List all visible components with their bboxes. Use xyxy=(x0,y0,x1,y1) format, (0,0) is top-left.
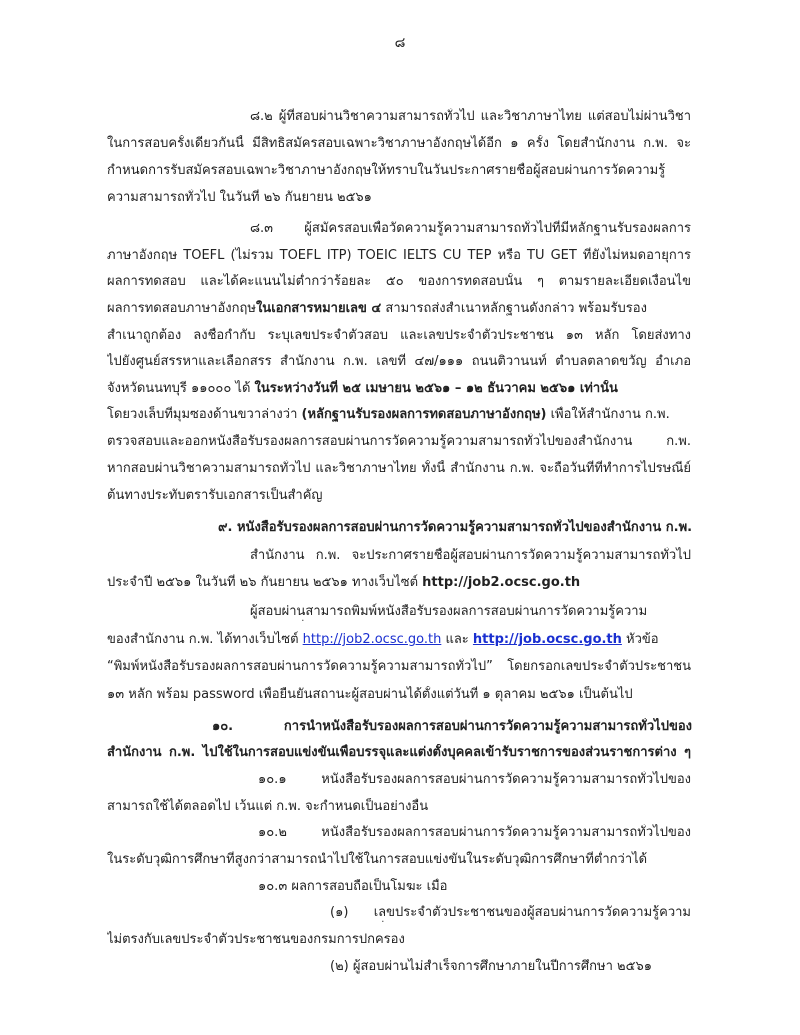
text: เพื่อให้สำนักงาน ก.พ. xyxy=(546,407,670,422)
paragraph-line: ๘.๒ ผู้ที่สอบผ่านวิชาความสามารถทั่วไป และวิชาภาษาไทย แต่สอบไม่ผ่านวิชา xyxy=(250,109,691,124)
paragraph-line: ๑๐.๑ หนังสือรับรองผลการสอบผ่านการวัดความรู้ความสามารถทั่วไปของ xyxy=(258,772,691,787)
paragraph-line: (๑) เลขประจำตัวประชาชนของผู้สอบผ่านการวัดความรู้ความ xyxy=(330,905,691,920)
paragraph-line: ตรวจสอบและออกหนังสือรับรองผลการสอบผ่านการวัดความรู้ความสามารถทั่วไปของสำนักงาน ก.พ. xyxy=(107,434,691,449)
website-url: http://job2.ocsc.go.th xyxy=(422,575,581,590)
text: หัวข้อ xyxy=(621,632,659,647)
paragraph-line xyxy=(107,631,691,649)
text: ประจำปี ๒๕๖๑ ในวันที่ ๒๖ กันยายน ๒๕๖๑ ทางเว็บไซต์ xyxy=(107,575,423,590)
paragraph-line: หากสอบผ่านวิชาความสามารถทั่วไป และวิชาภาษาไทย ทั้งนี้ สำนักงาน ก.พ. จะถือวันที่ที่ทำการไปรษณีย์ xyxy=(107,461,691,476)
text: ผลการทดสอบภาษาอังกฤษ xyxy=(107,301,256,316)
paragraph-line: ๑๐.๒ หนังสือรับรองผลการสอบผ่านการวัดความรู้ความสามารถทั่วไปของ xyxy=(258,825,691,840)
bold-text: ในเอกสารหมายเลข ๔ xyxy=(255,301,382,316)
link-job2[interactable]: http://job2.ocsc.go.th xyxy=(302,632,442,647)
paragraph-line: กำหนดการรับสมัครสอบเฉพาะวิชาภาษาอังกฤษให้ทราบในวันประกาศรายชื่อผู้สอบผ่านการวัดความรู้ xyxy=(107,163,666,178)
paragraph-line xyxy=(107,574,691,592)
paragraph-line: ในการสอบครั้งเดียวกันนี้ มีสิทธิสมัครสอบเฉพาะวิชาภาษาอังกฤษได้อีก ๑ ครั้ง โดยสำนักงาน ก.พ. จะ xyxy=(107,136,691,151)
paragraph-line: ผลการทดสอบ และได้คะแนนไม่ต่ำกว่าร้อยละ ๕๐ ของการทดสอบนั้น ๆ ตามรายละเอียดเงื่อนไข xyxy=(107,274,691,289)
paragraph-line: สำเนาถูกต้อง ลงชื่อกำกับ ระบุเลขประจำตัวสอบ และเลขประจำตัวประชาชน ๑๓ หลัก โดยส่งทาง xyxy=(107,328,691,343)
page-number: ๘ xyxy=(394,35,406,51)
paragraph-line: ในระดับวุฒิการศึกษาที่สูงกว่าสามารถนำไปใช้ในการสอบแข่งขันในระดับวุฒิการศึกษาที่ต่ำกว่าได้ xyxy=(107,852,648,867)
text: และ xyxy=(441,632,473,647)
section-heading: ๑๐. การนำหนังสือรับรองผลการสอบผ่านการวัดความรู้ความสามารถทั่วไปของ xyxy=(212,719,692,734)
text: โดยวงเล็บที่มุมซองด้านขวาล่างว่า xyxy=(107,407,302,422)
paragraph-line: ต้นทางประทับตรารับเอกสารเป็นสำคัญ xyxy=(107,488,323,503)
bold-text: (หลักฐานรับรองผลการทดสอบภาษาอังกฤษ) xyxy=(301,407,547,422)
paragraph-line: ๑๓ หลัก พร้อม password เพื่อยืนยันสถานะผู้สอบผ่านได้ตั้งแต่วันที่ ๑ ตุลาคม ๒๕๖๑ เป็นต้นไป xyxy=(107,687,633,702)
paragraph-line: ไปยังศูนย์สรรหาและเลือกสรร สำนักงาน ก.พ. เลขที่ ๔๗/๑๑๑ ถนนติวานนท์ ตำบลตลาดขวัญ อำเภอ xyxy=(107,354,691,369)
paragraph-line xyxy=(107,380,691,398)
paragraph-line xyxy=(107,406,691,424)
link-job[interactable]: http://job.ocsc.go.th xyxy=(472,632,622,647)
paragraph-line: ไม่ตรงกับเลขประจำตัวประชาชนของกรมการปกครอง xyxy=(107,932,405,947)
text: ของสำนักงาน ก.พ. ได้ทางเว็บไซต์ xyxy=(107,632,303,647)
section-heading: ๙. หนังสือรับรองผลการสอบผ่านการวัดความรู้ความสามารถทั่วไปของสำนักงาน ก.พ. xyxy=(218,520,693,535)
paragraph-line: สำนักงาน ก.พ. จะประกาศรายชื่อผู้สอบผ่านการวัดความรู้ความสามารถทั่วไป xyxy=(250,548,691,563)
paragraph-line: ความสามารถทั่วไป ในวันที่ ๒๖ กันยายน ๒๕๖๑ xyxy=(107,190,372,205)
paragraph-line xyxy=(107,300,691,318)
paragraph-line: ๑๐.๓ ผลการสอบถือเป็นโมฆะ เมื่อ xyxy=(258,879,448,894)
bold-text: ในระหว่างวันที่ ๒๕ เมษายน ๒๕๖๑ – ๑๒ ธันวาคม ๒๕๖๑ เท่านั้น xyxy=(254,381,618,396)
section-heading: สำนักงาน ก.พ. ไปใช้ในการสอบแข่งขันเพื่อบรรจุและแต่งตั้งบุคคลเข้ารับราชการของส่วนราชการต่าง ๆ xyxy=(107,745,691,760)
paragraph-line: “พิมพ์หนังสือรับรองผลการสอบผ่านการวัดความรู้ความสามารถทั่วไป” โดยกรอกเลขประจำตัวประชาชน xyxy=(107,659,691,674)
paragraph-line: ๘.๓ ผู้สมัครสอบเพื่อวัดความรู้ความสามารถทั่วไปที่มีหลักฐานรับรองผลการ xyxy=(250,221,691,236)
paragraph-line: (๒) ผู้สอบผ่านไม่สำเร็จการศึกษาภายในปีการศึกษา ๒๕๖๑ xyxy=(330,959,652,974)
paragraph-line: สามารถใช้ได้ตลอดไป เว้นแต่ ก.พ. จะกำหนดเป็นอย่างอื่น xyxy=(107,799,429,814)
paragraph-line: ภาษาอังกฤษ TOEFL (ไม่รวม TOEFL ITP) TOEIC IELTS CU TEP หรือ TU GET ที่ยังไม่หมดอายุการ xyxy=(107,248,691,263)
text: จังหวัดนนทบุรี ๑๑๐๐๐ ได้ xyxy=(107,381,255,396)
text: สามารถส่งสำเนาหลักฐานดังกล่าว พร้อมรับรอง xyxy=(381,301,647,316)
paragraph-line: ผู้สอบผ่านสามารถพิมพ์หนังสือรับรองผลการสอบผ่านการวัดความรู้ความ xyxy=(250,604,648,619)
